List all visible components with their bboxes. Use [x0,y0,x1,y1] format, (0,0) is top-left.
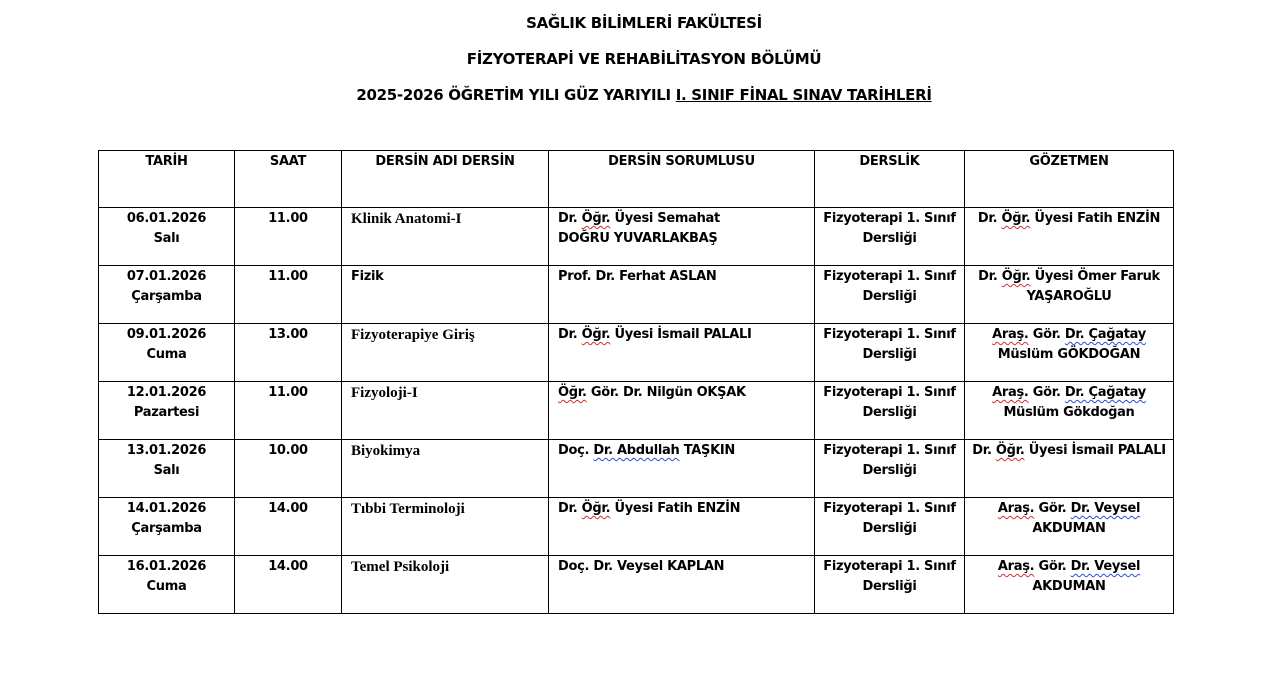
exam-day: Pazartesi [133,405,200,420]
spelling-underline: Öğr. [581,211,611,226]
course-name: Fizik [351,269,384,284]
exam-date: 06.01.2026 [126,211,207,226]
cell-room [815,498,965,556]
cell-proctor [965,556,1174,614]
exam-date: 09.01.2026 [126,327,207,342]
document-title [0,86,1288,104]
cell-course [342,208,549,266]
cell-date [99,498,235,556]
cell-proctor [965,324,1174,382]
instructor-name-line1: Prof. Dr. Ferhat ASLAN [558,269,717,284]
exam-day: Salı [153,463,180,478]
cell-time [235,440,342,498]
cell-instructor [549,498,815,556]
cell-instructor [549,208,815,266]
exam-day: Salı [153,231,180,246]
cell-course [342,266,549,324]
table-row [99,498,1174,556]
spelling-underline: Araş. [997,501,1035,516]
cell-date [99,556,235,614]
cell-time [235,266,342,324]
cell-room [815,556,965,614]
table-row [99,324,1174,382]
exam-time: 11.00 [268,211,308,226]
column-header-course: DERSİN ADI DERSİN [342,151,549,208]
exam-time: 10.00 [268,443,308,458]
exam-day: Çarşamba [131,289,202,304]
column-header-room: DERSLİK [815,151,965,208]
exam-date: 13.01.2026 [126,443,207,458]
table-row [99,440,1174,498]
spelling-underline: Öğr. [995,443,1025,458]
exam-day: Cuma [146,347,187,362]
exam-date: 16.01.2026 [126,559,207,574]
table-row [99,382,1174,440]
exam-date: 12.01.2026 [126,385,207,400]
exam-time: 11.00 [268,385,308,400]
cell-room [815,324,965,382]
exam-time: 11.00 [268,269,308,284]
cell-proctor [965,382,1174,440]
room-line2: Dersliği [862,463,917,478]
cell-instructor [549,266,815,324]
instructor-name-line1: Dr. Öğr. Üyesi Fatih ENZİN [558,501,741,516]
spelling-underline: Öğr. [1001,269,1031,284]
cell-room [815,440,965,498]
course-name: Fizyoterapiye Giriş [351,327,475,343]
cell-proctor [965,208,1174,266]
cell-course [342,440,549,498]
faculty-heading: SAĞLIK BİLİMLERİ FAKÜLTESİ [526,14,762,32]
room-line1: Fizyoterapi 1. Sınıf [823,327,956,342]
exam-schedule-table [98,150,1174,614]
cell-proctor [965,440,1174,498]
table-row [99,208,1174,266]
cell-time [235,556,342,614]
room-line1: Fizyoterapi 1. Sınıf [823,211,956,226]
room-line2: Dersliği [862,405,917,420]
cell-date [99,440,235,498]
table-row [99,556,1174,614]
cell-instructor [549,440,815,498]
proctor-name-line1: Araş. Gör. Dr. Veysel [997,501,1141,516]
instructor-name-line1: Doç. Dr. Abdullah TAŞKIN [558,443,735,458]
spelling-underline: Öğr. [581,501,611,516]
cell-course [342,498,549,556]
room-line2: Dersliği [862,521,917,536]
cell-room [815,266,965,324]
table-row [99,266,1174,324]
course-name: Tıbbi Terminoloji [351,501,465,517]
spelling-underline: Araş. [997,559,1035,574]
column-header-time: SAAT [235,151,342,208]
proctor-name-line2: YAŞAROĞLU [1026,289,1112,304]
exam-date: 07.01.2026 [126,269,207,284]
cell-course [342,324,549,382]
instructor-name-line1: Dr. Öğr. Üyesi Semahat [558,211,720,226]
room-line1: Fizyoterapi 1. Sınıf [823,443,956,458]
spelling-underline: Öğr. [558,385,587,400]
course-name: Biyokimya [351,443,421,459]
department-heading: FİZYOTERAPİ VE REHABİLİTASYON BÖLÜMÜ [466,50,822,68]
grammar-underline: Dr. Çağatay [1064,327,1146,342]
cell-date [99,208,235,266]
course-name: Temel Psikoloji [351,559,450,575]
proctor-name-line1: Araş. Gör. Dr. Çağatay [992,327,1146,342]
proctor-name-line1: Dr. Öğr. Üyesi Fatih ENZİN [977,211,1161,226]
course-name: Fizyoloji-I [351,385,418,401]
spelling-underline: Öğr. [581,327,611,342]
proctor-name-line1: Dr. Öğr. Üyesi Ömer Faruk [978,269,1160,284]
room-line2: Dersliği [862,347,917,362]
grammar-underline: Dr. Veysel [1070,559,1141,574]
cell-date [99,266,235,324]
cell-instructor [549,324,815,382]
spelling-underline: Araş. [992,327,1029,342]
table-header-row [99,151,1174,208]
proctor-name-line2: AKDUMAN [1032,521,1106,536]
proctor-name-line1: Araş. Gör. Dr. Veysel [997,559,1141,574]
column-header-instructor: DERSİN SORUMLUSU [549,151,815,208]
cell-instructor [549,556,815,614]
room-line1: Fizyoterapi 1. Sınıf [823,559,956,574]
proctor-name-line2: AKDUMAN [1032,579,1106,594]
room-line1: Fizyoterapi 1. Sınıf [823,501,956,516]
cell-proctor [965,266,1174,324]
instructor-name-line2: DOĞRU YUVARLAKBAŞ [558,231,718,246]
cell-proctor [965,498,1174,556]
cell-course [342,556,549,614]
grammar-underline: Dr. Çağatay [1064,385,1146,400]
proctor-name-line1: Dr. Öğr. Üyesi İsmail PALALI [972,443,1166,458]
exam-time: 14.00 [268,559,308,574]
cell-time [235,382,342,440]
cell-date [99,324,235,382]
instructor-name-line1: Doç. Dr. Veysel KAPLAN [558,559,725,574]
spelling-underline: Araş. [992,385,1029,400]
spelling-underline: Öğr. [1001,211,1031,226]
title-underlined: I. SINIF FİNAL SINAV TARİHLERİ [675,86,932,104]
instructor-name-line1: Öğr. Gör. Dr. Nilgün OKŞAK [558,385,746,400]
cell-time [235,208,342,266]
room-line2: Dersliği [862,231,917,246]
cell-course [342,382,549,440]
exam-date: 14.01.2026 [126,501,207,516]
room-line2: Dersliği [862,579,917,594]
proctor-name-line2: Müslüm Gökdoğan [1003,405,1135,420]
grammar-underline: Dr. Abdullah [593,443,680,458]
room-line2: Dersliği [862,289,917,304]
title-prefix: 2025-2026 ÖĞRETİM YILI GÜZ YARIYILI [356,86,676,104]
cell-time [235,498,342,556]
proctor-name-line1: Araş. Gör. Dr. Çağatay [992,385,1146,400]
exam-day: Çarşamba [131,521,202,536]
room-line1: Fizyoterapi 1. Sınıf [823,269,956,284]
cell-room [815,208,965,266]
exam-time: 13.00 [268,327,308,342]
proctor-name-line2: Müslüm GÖKDOĞAN [997,347,1141,362]
cell-date [99,382,235,440]
cell-instructor [549,382,815,440]
course-name: Klinik Anatomi-I [351,211,462,227]
instructor-name-line1: Dr. Öğr. Üyesi İsmail PALALI [558,327,752,342]
exam-time: 14.00 [268,501,308,516]
room-line1: Fizyoterapi 1. Sınıf [823,385,956,400]
column-header-proctor: GÖZETMEN [965,151,1174,208]
exam-day: Cuma [146,579,187,594]
grammar-underline: Dr. Veysel [1070,501,1141,516]
column-header-date: TARİH [99,151,235,208]
cell-time [235,324,342,382]
cell-room [815,382,965,440]
